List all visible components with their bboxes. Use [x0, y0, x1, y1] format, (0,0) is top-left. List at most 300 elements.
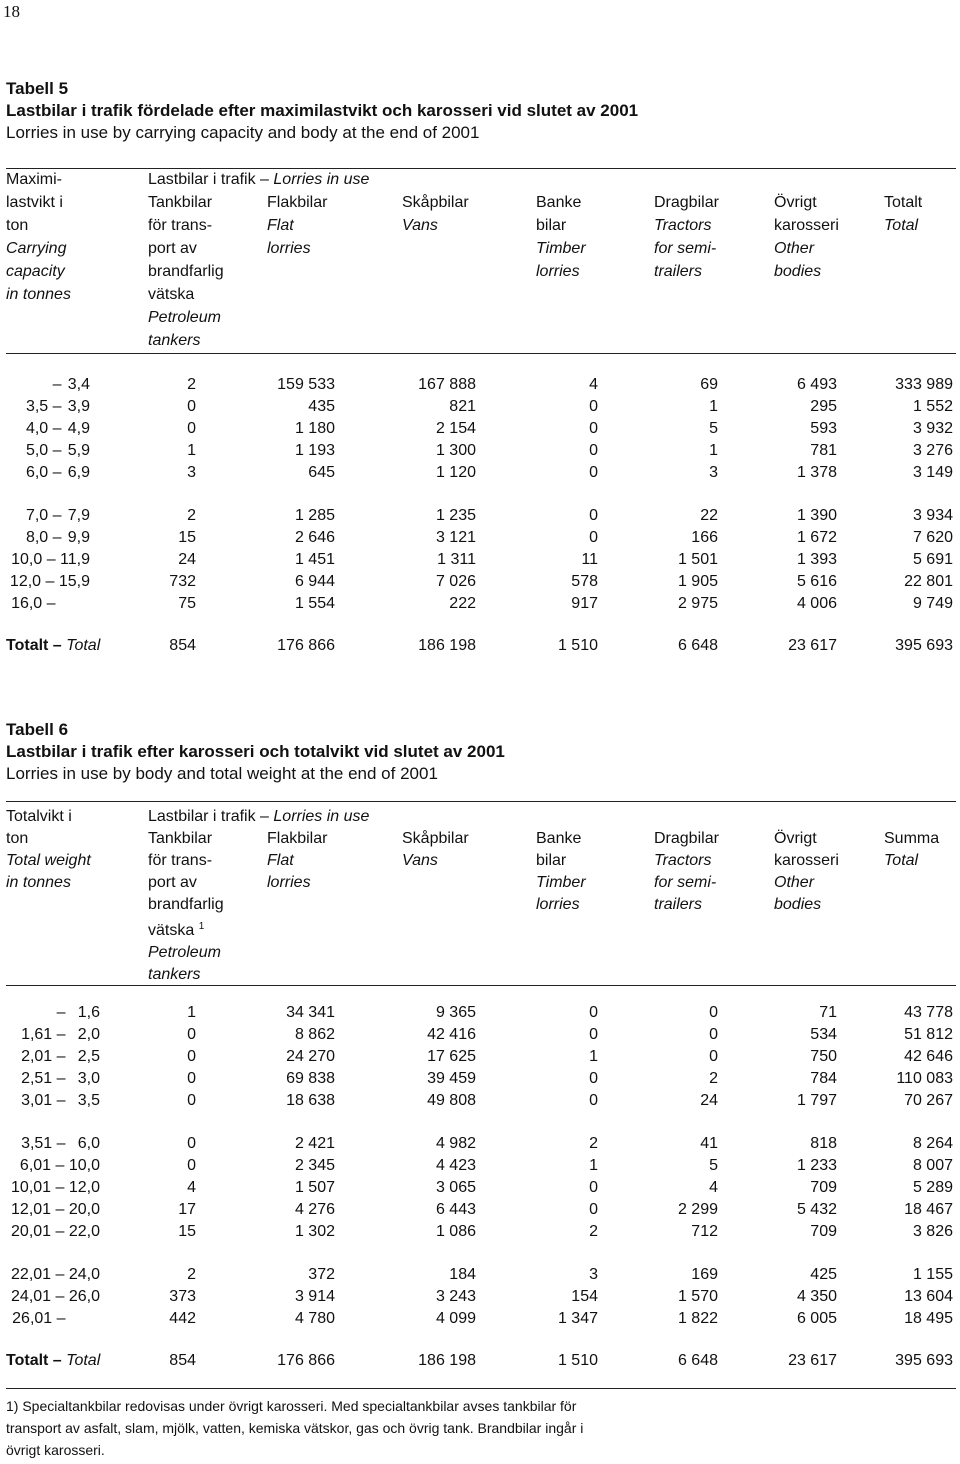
row-range-label	[6, 1177, 100, 1199]
table6-title	[6, 719, 505, 785]
table-cell: 2	[187, 1266, 196, 1283]
table-cell: 4	[187, 1179, 196, 1196]
total-cell: 854	[169, 637, 196, 654]
table5-title-en: Lorries in use by carrying capacity and body at the end of 2001	[6, 123, 480, 142]
table-cell: 110 083	[896, 1070, 953, 1087]
table-cell: 8 007	[912, 1157, 953, 1174]
table-cell: 222	[449, 595, 476, 612]
table-cell: 2	[709, 1070, 718, 1087]
range-from: 10,0	[11, 551, 43, 568]
range-to: 2,0	[77, 1026, 100, 1043]
total-cell: 1 510	[557, 637, 598, 654]
range-dash: –	[41, 573, 59, 590]
table5-label: Tabell 5	[6, 79, 69, 98]
table-cell: 1 300	[435, 442, 476, 459]
table-cell: 75	[178, 595, 196, 612]
table-cell: 69	[700, 376, 718, 393]
table-row	[0, 1155, 960, 1177]
table6-col-timber: Banke bilar Timber lorries	[536, 830, 586, 913]
range-to: 3,9	[67, 398, 90, 415]
table-cell: 4	[589, 376, 598, 393]
range-from: 12,0	[9, 573, 42, 590]
range-from: 6,0	[25, 464, 49, 481]
table-cell: 0	[709, 1026, 718, 1043]
table-cell: 1 552	[912, 398, 953, 415]
table-cell: 3 149	[912, 464, 953, 481]
total-cell: 186 198	[418, 637, 476, 654]
table-cell: 24	[178, 551, 196, 568]
row-range-label	[6, 1264, 100, 1286]
row-range-label	[6, 1221, 100, 1243]
range-from: 4,0	[25, 420, 49, 437]
total-row	[0, 1350, 960, 1372]
table-cell: 0	[187, 1157, 196, 1174]
table-cell: 2 421	[294, 1135, 335, 1152]
table-cell: 4 780	[294, 1310, 335, 1327]
range-from: 24,01	[11, 1288, 52, 1305]
table-cell: 2 299	[677, 1201, 718, 1218]
range-dash: –	[51, 1157, 69, 1174]
table-cell: 0	[589, 398, 598, 415]
table-cell: 1 120	[435, 464, 476, 481]
row-range-label	[6, 1068, 100, 1090]
table-cell: 154	[571, 1288, 598, 1305]
range-dash: –	[48, 464, 66, 481]
table-cell: 1	[709, 442, 718, 459]
table6-col-tractors: Dragbilar Tractors for semi- trailers	[654, 830, 719, 913]
table-cell: 0	[187, 398, 196, 415]
table-cell: 6 005	[796, 1310, 837, 1327]
table-cell: 0	[187, 1026, 196, 1043]
table-cell: 18 638	[286, 1092, 335, 1109]
table-cell: 3 826	[912, 1223, 953, 1240]
range-to: 20,0	[68, 1201, 100, 1218]
table-cell: 169	[691, 1266, 718, 1283]
row-range-label	[6, 1046, 100, 1068]
range-dash: –	[48, 507, 66, 524]
range-to: 12,0	[68, 1179, 100, 1196]
table-cell: 4 982	[435, 1135, 476, 1152]
table-cell: 0	[187, 420, 196, 437]
table6-col-other: Övrigt karosseri Other bodies	[774, 830, 839, 913]
table-cell: 2	[187, 507, 196, 524]
range-from: 1,61	[21, 1026, 53, 1043]
table5-title-sv: Lastbilar i trafik fördelade efter maximilastvikt och karosseri vid slutet av 2001	[6, 101, 639, 120]
total-cell: 23 617	[788, 637, 837, 654]
row-range-label	[6, 418, 90, 440]
row-range-label	[6, 1090, 100, 1112]
table-cell: 0	[589, 1004, 598, 1021]
range-to: 15,9	[58, 573, 90, 590]
range-from: 2,01	[21, 1048, 53, 1065]
table-cell: 1 390	[796, 507, 837, 524]
table-cell: 1 285	[294, 507, 335, 524]
table-row	[0, 374, 960, 396]
table5-header-rule	[6, 353, 956, 354]
table-row	[0, 571, 960, 593]
range-from: 3,01	[21, 1092, 53, 1109]
row-range-label	[6, 374, 90, 396]
table-cell: 3 243	[435, 1288, 476, 1305]
table-cell: 9 365	[435, 1004, 476, 1021]
range-to: 3,5	[77, 1092, 100, 1109]
table-cell: 0	[187, 1048, 196, 1065]
table-cell: 1 393	[796, 551, 837, 568]
range-to: 11,9	[60, 551, 90, 568]
table-cell: 17	[178, 1201, 196, 1218]
table-cell: 2 154	[435, 420, 476, 437]
footnote-line: övrigt karosseri.	[6, 1442, 105, 1458]
table-cell: 159 533	[277, 376, 335, 393]
table-cell: 2	[187, 376, 196, 393]
table-cell: 3	[589, 1266, 598, 1283]
range-to: 3,4	[67, 376, 90, 393]
row-range-label	[6, 1024, 100, 1046]
table-cell: 15	[178, 1223, 196, 1240]
table-cell: 41	[700, 1135, 718, 1152]
table-cell: 0	[709, 1048, 718, 1065]
row-range-label	[6, 1286, 100, 1308]
table-cell: 6 944	[294, 573, 335, 590]
table-cell: 2 345	[294, 1157, 335, 1174]
table-cell: 22	[700, 507, 718, 524]
table-cell: 1 302	[294, 1223, 335, 1240]
total-cell: 1 510	[557, 1352, 598, 1369]
table-row	[0, 549, 960, 571]
table-cell: 1 180	[294, 420, 335, 437]
table-cell: 1 311	[437, 551, 476, 568]
range-to: 6,9	[67, 464, 90, 481]
table-row	[0, 593, 960, 615]
total-cell: 23 617	[788, 1352, 837, 1369]
row-range-label	[6, 571, 90, 593]
table-row	[0, 1046, 960, 1068]
table-cell: 1 155	[912, 1266, 953, 1283]
table-cell: 3 914	[294, 1288, 335, 1305]
table-cell: 18 495	[904, 1310, 953, 1327]
table-cell: 1 797	[796, 1092, 837, 1109]
table-cell: 43 778	[904, 1004, 953, 1021]
table-cell: 781	[810, 442, 837, 459]
table-row	[0, 1308, 960, 1330]
range-to: 26,0	[68, 1288, 100, 1305]
table-cell: 3 276	[912, 442, 953, 459]
table-cell: 2	[589, 1135, 598, 1152]
table5-title	[6, 78, 638, 144]
table-cell: 0	[589, 1092, 598, 1109]
table-cell: 1 570	[677, 1288, 718, 1305]
total-cell: 6 648	[677, 637, 718, 654]
total-cell: 854	[169, 1352, 196, 1369]
table-cell: 184	[449, 1266, 476, 1283]
range-dash: –	[52, 1048, 70, 1065]
row-range-label	[6, 1002, 100, 1024]
range-from: 8,0	[25, 529, 49, 546]
table-cell: 1 193	[294, 442, 335, 459]
table-cell: 425	[810, 1266, 837, 1283]
page-number: 18	[3, 2, 20, 21]
table5-group-header: Lastbilar i trafik – Lorries in use	[148, 171, 370, 188]
table-cell: 70 267	[904, 1092, 953, 1109]
range-dash: –	[52, 1026, 70, 1043]
row-range-label	[6, 505, 90, 527]
table-row	[0, 1024, 960, 1046]
table6-title-en: Lorries in use by body and total weight at the end of 2001	[6, 764, 438, 783]
table-row	[0, 1068, 960, 1090]
table5-col-tractors: Dragbilar Tractors for semi- trailers	[654, 194, 719, 280]
table-cell: 5 691	[912, 551, 953, 568]
table-cell: 167 888	[418, 376, 476, 393]
table6-col-flat: Flakbilar Flat lorries	[267, 830, 328, 891]
total-cell: 186 198	[418, 1352, 476, 1369]
range-dash: –	[42, 551, 61, 568]
row-range-label	[6, 527, 90, 549]
table-row	[0, 396, 960, 418]
row-range-label	[6, 440, 90, 462]
table-cell: 22 801	[904, 573, 953, 590]
table-cell: 578	[571, 573, 598, 590]
table-cell: 5	[709, 1157, 718, 1174]
range-dash: –	[48, 529, 66, 546]
range-dash: –	[48, 442, 66, 459]
footnote-rule	[6, 1388, 956, 1389]
table-cell: 5 432	[796, 1201, 837, 1218]
table-cell: 295	[810, 398, 837, 415]
table-cell: 0	[589, 1026, 598, 1043]
table-cell: 17 625	[427, 1048, 476, 1065]
table6-col-vans: Skåpbilar Vans	[402, 830, 469, 869]
table5-col-other: Övrigt karosseri Other bodies	[774, 194, 839, 280]
table6-top-rule	[6, 801, 956, 802]
table6-stub-header: Totalvikt i ton Total weight in tonnes	[6, 808, 91, 891]
table-cell: 712	[691, 1223, 718, 1240]
table-cell: 3 121	[435, 529, 476, 546]
table-cell: 13 604	[904, 1288, 953, 1305]
range-from: 20,01	[11, 1223, 52, 1240]
table-row	[0, 1286, 960, 1308]
table-cell: 917	[571, 595, 598, 612]
table-cell: 750	[810, 1048, 837, 1065]
table-cell: 69 838	[286, 1070, 335, 1087]
table-cell: 709	[810, 1179, 837, 1196]
table6-title-sv: Lastbilar i trafik efter karosseri och totalvikt vid slutet av 2001	[6, 742, 505, 761]
table-cell: 3	[709, 464, 718, 481]
table-cell: 0	[589, 420, 598, 437]
table-cell: 4 423	[435, 1157, 476, 1174]
table-cell: 0	[589, 464, 598, 481]
table-cell: 8 862	[294, 1026, 335, 1043]
range-dash: –	[56, 1004, 70, 1021]
table-cell: 1	[187, 442, 196, 459]
range-from: 5,0	[25, 442, 49, 459]
range-dash: –	[51, 1201, 69, 1218]
range-to: 3,0	[77, 1070, 100, 1087]
table5-stub-header: Maximi- lastvikt i ton Carrying capacity in tonnes	[6, 171, 71, 303]
table-cell: 1 822	[677, 1310, 718, 1327]
table-cell: 5 289	[912, 1179, 953, 1196]
table-row	[0, 1264, 960, 1286]
table-cell: 9 749	[912, 595, 953, 612]
table-row	[0, 1002, 960, 1024]
table-cell: 4 099	[435, 1310, 476, 1327]
range-from: 6,01	[19, 1157, 52, 1174]
range-to: 9,9	[67, 529, 90, 546]
table-cell: 645	[308, 464, 335, 481]
table-cell: 5 616	[796, 573, 837, 590]
table-cell: 0	[589, 1201, 598, 1218]
table-row	[0, 1177, 960, 1199]
total-row	[0, 635, 960, 657]
row-range-label	[6, 593, 90, 615]
table-cell: 3 065	[435, 1179, 476, 1196]
table-cell: 1	[709, 398, 718, 415]
table-cell: 818	[810, 1135, 837, 1152]
range-to: 5,9	[67, 442, 90, 459]
range-dash: –	[42, 595, 60, 612]
table-cell: 0	[187, 1135, 196, 1152]
table-cell: 51 812	[904, 1026, 953, 1043]
table-cell: 6 493	[796, 376, 837, 393]
table-cell: 1	[589, 1048, 598, 1065]
table5-col-flat: Flakbilar Flat lorries	[267, 194, 328, 257]
table-cell: 15	[178, 529, 196, 546]
table-cell: 4	[709, 1179, 718, 1196]
table-cell: 372	[308, 1266, 335, 1283]
table5-col-total: Totalt Total	[884, 194, 923, 234]
table-cell: 24	[700, 1092, 718, 1109]
row-range-label	[6, 396, 90, 418]
range-dash: –	[52, 1135, 70, 1152]
footnote-line: 1) Specialtankbilar redovisas under övrigt karosseri. Med specialtankbilar avses tankbilar för	[6, 1398, 577, 1414]
table6-col-tank: Tankbilar för trans- port av brandfarlig vätska $^1$ Petroleum tankers	[148, 830, 224, 983]
table-row	[0, 1090, 960, 1112]
row-range-label	[6, 1199, 100, 1221]
table-cell: 534	[810, 1026, 837, 1043]
total-cell: 395 693	[895, 1352, 953, 1369]
table6-group-header: Lastbilar i trafik – Lorries in use	[148, 808, 370, 825]
table-cell: 39 459	[427, 1070, 476, 1087]
table-cell: 24 270	[286, 1048, 335, 1065]
table-cell: 11	[581, 551, 598, 568]
table-cell: 1 501	[677, 551, 718, 568]
table5-col-vans: Skåpbilar Vans	[402, 194, 469, 234]
range-from: 26,01	[12, 1310, 53, 1327]
table-cell: 732	[169, 573, 196, 590]
table-row	[0, 527, 960, 549]
table-cell: 3 932	[912, 420, 953, 437]
range-dash: –	[52, 1070, 70, 1087]
table-cell: 333 989	[895, 376, 953, 393]
table-cell: 1 554	[294, 595, 335, 612]
table-cell: 7 026	[435, 573, 476, 590]
range-to: 7,9	[67, 507, 90, 524]
table-cell: 4 350	[796, 1288, 837, 1305]
range-from: 3,5	[25, 398, 49, 415]
range-to: 2,5	[77, 1048, 100, 1065]
table-cell: 0	[589, 1070, 598, 1087]
table-cell: 2 975	[677, 595, 718, 612]
range-to: 24,0	[68, 1266, 100, 1283]
table-row	[0, 462, 960, 484]
range-dash: –	[48, 398, 66, 415]
table-cell: 442	[169, 1310, 196, 1327]
total-cell: 6 648	[677, 1352, 718, 1369]
table-row	[0, 1221, 960, 1243]
table-cell: 2	[589, 1223, 598, 1240]
table-row	[0, 440, 960, 462]
table-cell: 784	[810, 1070, 837, 1087]
row-range-label	[6, 1155, 100, 1177]
total-cell: 176 866	[277, 1352, 335, 1369]
range-dash: –	[51, 1179, 69, 1196]
range-dash: –	[52, 1092, 70, 1109]
range-from: 2,51	[21, 1070, 53, 1087]
table-cell: 3	[187, 464, 196, 481]
table-cell: 0	[589, 442, 598, 459]
table-cell: 1 086	[435, 1223, 476, 1240]
table-cell: 4 276	[294, 1201, 335, 1218]
table-cell: 34 341	[286, 1004, 335, 1021]
table-cell: 1 451	[294, 551, 335, 568]
table-cell: 821	[449, 398, 476, 415]
table-cell: 0	[709, 1004, 718, 1021]
range-from: 10,01	[11, 1179, 52, 1196]
range-to: 4,9	[67, 420, 90, 437]
table-cell: 1 672	[796, 529, 837, 546]
table-row	[0, 1199, 960, 1221]
table-cell: 42 646	[904, 1048, 953, 1065]
table-cell: 49 808	[427, 1092, 476, 1109]
row-range-label	[6, 549, 90, 571]
table-cell: 435	[308, 398, 335, 415]
table-cell: 42 416	[427, 1026, 476, 1043]
total-cell: 395 693	[895, 637, 953, 654]
table-cell: 0	[589, 1179, 598, 1196]
range-dash: –	[51, 1223, 69, 1240]
table5-col-tank: Tankbilar för trans- port av brandfarlig vätska Petroleum tankers	[148, 194, 224, 349]
table-row	[0, 505, 960, 527]
table-cell: 5	[709, 420, 718, 437]
table-cell: 1	[589, 1157, 598, 1174]
table5-col-timber: Banke bilar Timber lorries	[536, 194, 586, 280]
range-dash: –	[51, 1266, 69, 1283]
table-cell: 2 646	[294, 529, 335, 546]
total-label: Totalt – Total	[6, 637, 101, 654]
table6-col-total: Summa Total	[884, 830, 940, 869]
table-cell: 4 006	[796, 595, 837, 612]
table-cell: 1 507	[294, 1179, 335, 1196]
table-row	[0, 418, 960, 440]
table-cell: 3 934	[912, 507, 953, 524]
table-cell: 8 264	[912, 1135, 953, 1152]
range-to: 6,0	[77, 1135, 100, 1152]
range-to: 22,0	[68, 1223, 100, 1240]
table-cell: 18 467	[904, 1201, 953, 1218]
table-cell: 709	[810, 1223, 837, 1240]
table-cell: 1 905	[677, 573, 718, 590]
table-row	[0, 1133, 960, 1155]
footnote-marker: 1	[198, 921, 205, 932]
total-cell: 176 866	[277, 637, 335, 654]
table-cell: 0	[187, 1070, 196, 1087]
footnote-line: transport av asfalt, slam, mjölk, vatten, kemiska vätskor, gas och övrig tank. Brandbilar ingår i	[6, 1420, 584, 1436]
range-to: 1,6	[77, 1004, 100, 1021]
range-from: 7,0	[25, 507, 49, 524]
row-range-label	[6, 1308, 100, 1330]
range-from: 12,01	[11, 1201, 52, 1218]
range-dash: –	[52, 1310, 70, 1327]
table-cell: 1	[187, 1004, 196, 1021]
